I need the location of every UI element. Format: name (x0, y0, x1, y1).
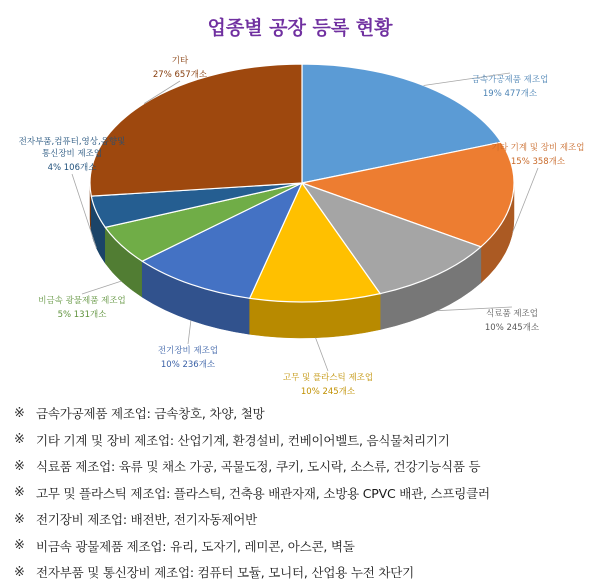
note-marker: ※ (14, 458, 25, 474)
note-item (14, 400, 594, 427)
note-item (14, 427, 594, 454)
slice-value-label: 10% 245개소 (300, 387, 356, 397)
note-marker: ※ (14, 511, 25, 527)
note-text: 비금속 광물제품 제조업: 유리, 도자기, 레미콘, 아스콘, 벽돌 (36, 538, 355, 554)
note-text: 고무 및 플라스틱 제조업: 플라스틱, 건축용 배관자재, 소방용 CPVC 배관, 스프링클러 (36, 485, 490, 501)
slice-value-label: 15% 358개소 (510, 157, 566, 167)
slice-label: 기타 기계 및 장비 제조업 (491, 143, 585, 153)
slice-value-label: 10% 236개소 (160, 360, 216, 370)
note-text: 기타 기계 및 장비 제조업: 산업기계, 환경설비, 컨베이어벨트, 음식물처리기기 (36, 432, 450, 448)
leader-line (513, 168, 538, 232)
slice-value-label: 4% 106개소 (47, 163, 97, 173)
slice-label: 전기장비 제조업 (157, 346, 219, 356)
pie-slices (90, 64, 514, 302)
note-item (14, 559, 594, 586)
slice-label: 전자부품,컴퓨터,영상,음향및 (18, 137, 126, 147)
leader-line (316, 338, 328, 371)
pie-slice (90, 64, 302, 196)
notes-list (14, 400, 594, 586)
note-text: 전자부품 및 통신장비 제조업: 컴퓨터 모듈, 모니터, 산업용 누전 차단기 (36, 565, 415, 581)
slice-value-label: 27% 657개소 (152, 70, 208, 80)
slice-label: 비금속 광물제품 제조업 (38, 296, 126, 306)
slice-value-label: 5% 131개소 (57, 310, 107, 320)
note-item (14, 506, 594, 533)
note-marker: ※ (14, 405, 25, 421)
slice-label: 식료품 제조업 (486, 309, 538, 319)
slice-label: 금속가공제품 제조업 (471, 75, 549, 85)
slice-label: 기타 (171, 56, 189, 66)
slice-label: 통신장비 제조업 (41, 149, 103, 159)
note-marker: ※ (14, 485, 25, 501)
note-item (14, 453, 594, 480)
slice-value-label: 10% 245개소 (484, 323, 540, 333)
note-text: 식료품 제조업: 육류 및 채소 가공, 곡물도정, 쿠키, 도시락, 소스류, 건강기능식품 등 (36, 459, 481, 475)
note-marker: ※ (14, 564, 25, 580)
slice-value-label: 19% 477개소 (482, 89, 538, 99)
chart-title: 업종별 공장 등록 현황 (207, 17, 393, 39)
note-item (14, 533, 594, 560)
slice-label: 고무 및 플라스틱 제조업 (282, 373, 374, 383)
leader-line (188, 320, 191, 344)
note-text: 금속가공제품 제조업: 금속창호, 차양, 철망 (36, 406, 265, 422)
note-item (14, 480, 594, 507)
leader-line (82, 281, 121, 294)
note-marker: ※ (14, 432, 25, 448)
note-marker: ※ (14, 538, 25, 554)
note-text: 전기장비 제조업: 배전반, 전기자동제어반 (36, 512, 257, 528)
